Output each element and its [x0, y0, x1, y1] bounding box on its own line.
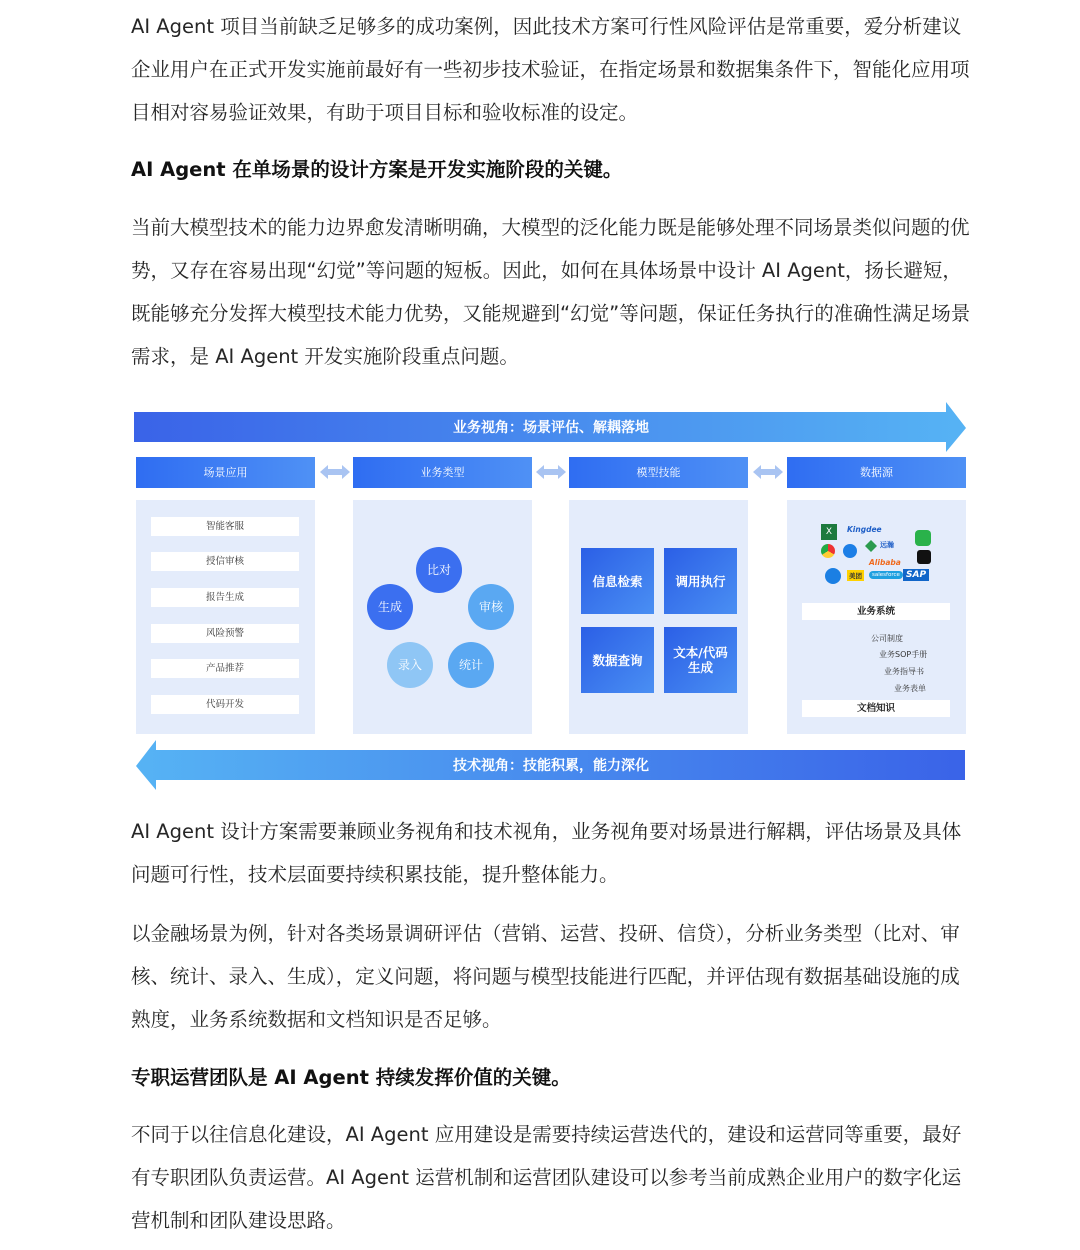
- salesforce-logo: salesforce: [869, 571, 903, 579]
- type-stats: 统计: [448, 642, 494, 688]
- paragraph-design-views: AI Agent 设计方案需要兼顾业务视角和技术视角，业务视角要对场景进行解耦，评估场景及具体问题可行性，技术层面要持续积累技能，提升整体能力。: [131, 820, 962, 886]
- type-generate: 生成: [367, 584, 413, 630]
- skills-panel: [569, 500, 748, 734]
- scenes-panel: [136, 500, 315, 734]
- meituan-logo: 美团: [849, 572, 862, 580]
- settings-icon: [825, 568, 841, 584]
- scene-item: 智能客服: [151, 517, 299, 536]
- pyramid-label-sop: 业务SOP手册: [879, 650, 928, 659]
- scene-item: 授信审核: [151, 552, 299, 571]
- business-view-label: 业务视角：场景评估、解耦落地: [453, 420, 649, 436]
- excel-icon: X: [821, 524, 837, 540]
- col-header-sources: 数据源: [787, 457, 966, 488]
- scene-item: 产品推荐: [151, 659, 299, 678]
- scene-item: 代码开发: [151, 695, 299, 714]
- sap-logo: SAP: [903, 569, 929, 581]
- types-panel: [353, 500, 532, 734]
- paragraph-model-boundary: 当前大模型技术的能力边界愈发清晰明确，大模型的泛化能力既是能够处理不同场景类似问题的优势，又存在容易出现“幻觉”等问题的短板。因此，如何在具体场景中设计 AI Agent，扬长避短，既能够充分发挥大模型技术能力优势，又能规避到“幻觉”等问题，保证任务执行的准确性满足场景需求，是 AI Agent 开发实施阶段重点问题。: [131, 216, 971, 368]
- skill-codegen: 文本/代码生成: [664, 627, 737, 693]
- alibaba-logo: Alibaba: [869, 558, 901, 567]
- paragraph-intro: AI Agent 项目当前缺乏足够多的成功案例，因此技术方案可行性风险评估是常重要，爱分析建议企业用户在正式开发实施前最好有一些初步技术验证，在指定场景和数据集条件下，智能化应用项目相对容易验证效果，有助于项目目标和验收标准的设定。: [131, 15, 970, 124]
- col-header-skills: 模型技能: [569, 457, 748, 488]
- double-arrow-icon: [753, 464, 783, 480]
- pyramid-label-forms: 业务表单: [894, 684, 926, 693]
- sources-panel: [787, 500, 966, 734]
- col-header-scenes: 场景应用: [136, 457, 315, 488]
- skill-query: 数据查询: [581, 627, 654, 693]
- scene-item: 报告生成: [151, 588, 299, 607]
- type-review: 审核: [468, 584, 514, 630]
- yuanhai-logo: 远瀚: [880, 541, 894, 549]
- doc-knowledge-label: 文档知识: [802, 700, 950, 717]
- type-entry: 录入: [387, 642, 433, 688]
- wechat-icon: [915, 530, 931, 546]
- tech-view-label: 技术视角：技能积累，能力深化: [453, 758, 649, 774]
- heading-operation-team: 专职运营团队是 AI Agent 持续发挥价值的关键。: [131, 1066, 571, 1089]
- ai-agent-design-diagram: [134, 402, 968, 794]
- heading-single-scene: AI Agent 在单场景的设计方案是开发实施阶段的关键。: [131, 158, 623, 181]
- pyramid-label-guide: 业务指导书: [884, 667, 924, 676]
- app-icon: [843, 544, 857, 558]
- double-arrow-icon: [536, 464, 566, 480]
- gear-icon: [865, 540, 877, 552]
- skill-retrieval: 信息检索: [581, 548, 654, 614]
- tiktok-icon: [917, 550, 931, 564]
- chrome-icon: [821, 544, 835, 558]
- kingdee-logo: Kingdee: [847, 525, 882, 534]
- paragraph-operation: 不同于以往信息化建设，AI Agent 应用建设是需要持续运营迭代的，建设和运营同等重要，最好有专职团队负责运营。AI Agent 运营机制和运营团队建设可以参考当前成熟企业用户的数字化运营机制和团队建设思路。: [131, 1123, 962, 1232]
- paragraph-finance-example: 以金融场景为例，针对各类场景调研评估（营销、运营、投研、信贷），分析业务类型（比对、审核、统计、录入、生成），定义问题，将问题与模型技能进行匹配，并评估现有数据基础设施的成熟度，业务系统数据和文档知识是否足够。: [131, 922, 960, 1031]
- pyramid-label-policy: 公司制度: [871, 634, 903, 643]
- skill-invoke: 调用执行: [664, 548, 737, 614]
- scene-item: 风险预警: [151, 624, 299, 643]
- type-compare: 比对: [416, 547, 462, 593]
- double-arrow-icon: [320, 464, 350, 480]
- col-header-types: 业务类型: [353, 457, 532, 488]
- business-systems-label: 业务系统: [802, 603, 950, 620]
